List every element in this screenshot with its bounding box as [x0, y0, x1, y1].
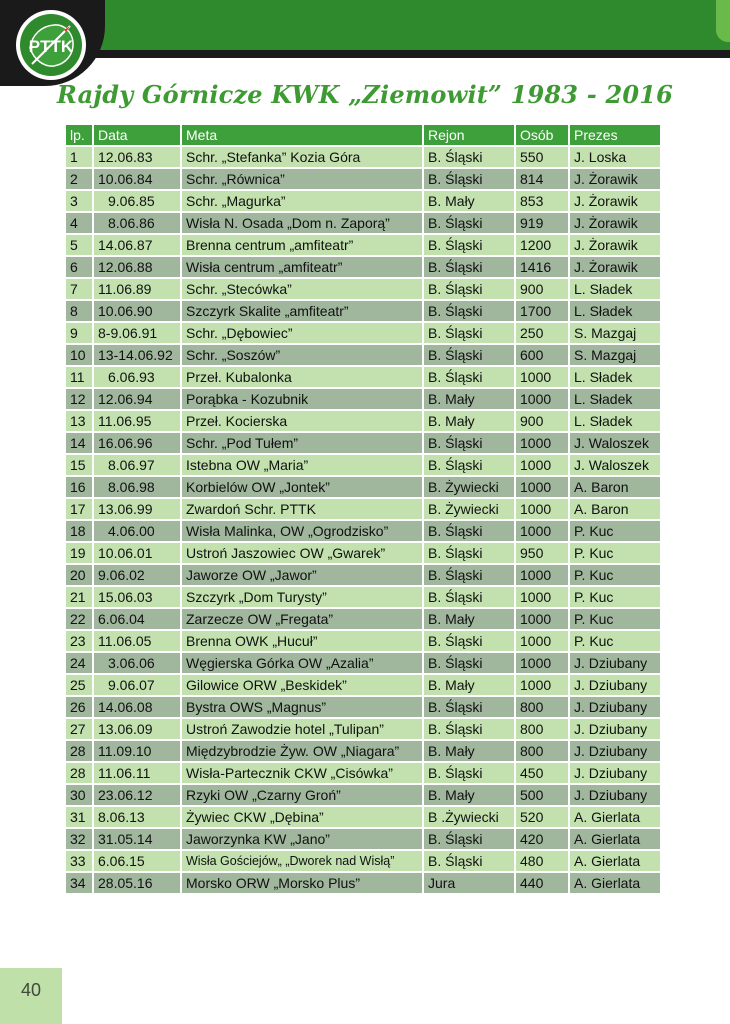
cell-meta: Ustroń Jaszowiec OW „Gwarek” [182, 543, 422, 563]
cell-prezes: L. Sładek [570, 411, 660, 431]
cell-rejon: B. Śląski [424, 455, 514, 475]
cell-lp: 23 [66, 631, 92, 651]
table-row [66, 741, 660, 761]
table-row [66, 785, 660, 805]
cell-data: 14.06.08 [94, 697, 180, 717]
cell-rejon: B. Śląski [424, 587, 514, 607]
cell-lp: 32 [66, 829, 92, 849]
cell-lp: 4 [66, 213, 92, 233]
table-row [66, 807, 660, 827]
cell-osob: 1000 [516, 609, 568, 629]
cell-data: 13.06.09 [94, 719, 180, 739]
table-header-row [66, 125, 660, 145]
cell-lp: 25 [66, 675, 92, 695]
cell-data: 8.06.86 [94, 213, 180, 233]
table-row [66, 323, 660, 343]
cell-meta: Gilowice ORW „Beskidek” [182, 675, 422, 695]
cell-osob: 1700 [516, 301, 568, 321]
cell-data: 9.06.07 [94, 675, 180, 695]
cell-rejon: B. Mały [424, 741, 514, 761]
table-row [66, 257, 660, 277]
table-row [66, 543, 660, 563]
cell-prezes: P. Kuc [570, 521, 660, 541]
cell-osob: 500 [516, 785, 568, 805]
cell-lp: 30 [66, 785, 92, 805]
cell-lp: 24 [66, 653, 92, 673]
cell-meta: Jaworzynka KW „Jano” [182, 829, 422, 849]
cell-osob: 900 [516, 411, 568, 431]
cell-prezes: L. Sładek [570, 367, 660, 387]
cell-data: 8-9.06.91 [94, 323, 180, 343]
table-row [66, 719, 660, 739]
table-row [66, 499, 660, 519]
cell-rejon: B. Śląski [424, 257, 514, 277]
cell-rejon: B. Śląski [424, 565, 514, 585]
table-row [66, 851, 660, 871]
page-number: 40 [20, 980, 42, 1000]
cell-meta: Korbielów OW „Jontek” [182, 477, 422, 497]
cell-lp: 15 [66, 455, 92, 475]
cell-data: 11.09.10 [94, 741, 180, 761]
cell-lp: 3 [66, 191, 92, 211]
table-row [66, 411, 660, 431]
cell-rejon: B. Śląski [424, 763, 514, 783]
cell-meta: Wisła Malinka, OW „Ogrodzisko” [182, 521, 422, 541]
cell-osob: 1000 [516, 521, 568, 541]
cell-rejon: B. Śląski [424, 147, 514, 167]
cell-rejon: Jura [424, 873, 514, 893]
table-row [66, 587, 660, 607]
column-header-lp: lp. [66, 125, 92, 145]
cell-osob: 1000 [516, 455, 568, 475]
cell-lp: 6 [66, 257, 92, 277]
cell-data: 11.06.11 [94, 763, 180, 783]
cell-data: 14.06.87 [94, 235, 180, 255]
cell-rejon: B. Śląski [424, 697, 514, 717]
cell-rejon: B. Śląski [424, 851, 514, 871]
cell-rejon: B. Śląski [424, 719, 514, 739]
cell-osob: 800 [516, 741, 568, 761]
cell-data: 23.06.12 [94, 785, 180, 805]
table-row [66, 455, 660, 475]
cell-prezes: J. Żorawik [570, 235, 660, 255]
table-body [66, 147, 660, 893]
cell-data: 10.06.84 [94, 169, 180, 189]
cell-data: 11.06.89 [94, 279, 180, 299]
cell-data: 12.06.83 [94, 147, 180, 167]
cell-rejon: B. Śląski [424, 543, 514, 563]
cell-prezes: A. Gierlata [570, 807, 660, 827]
cell-meta: Schr. „Stecówka” [182, 279, 422, 299]
cell-meta: Węgierska Górka OW „Azalia” [182, 653, 422, 673]
cell-data: 12.06.94 [94, 389, 180, 409]
cell-osob: 420 [516, 829, 568, 849]
cell-lp: 33 [66, 851, 92, 871]
cell-rejon: B. Śląski [424, 213, 514, 233]
cell-lp: 13 [66, 411, 92, 431]
cell-rejon: B. Śląski [424, 367, 514, 387]
cell-osob: 480 [516, 851, 568, 871]
cell-osob: 814 [516, 169, 568, 189]
cell-prezes: S. Mazgaj [570, 345, 660, 365]
cell-lp: 28 [66, 763, 92, 783]
table-row [66, 829, 660, 849]
column-header-rejon: Rejon [424, 125, 514, 145]
cell-rejon: B. Śląski [424, 653, 514, 673]
logo-backdrop [0, 0, 105, 86]
table-row [66, 279, 660, 299]
cell-prezes: J. Żorawik [570, 169, 660, 189]
table-row [66, 477, 660, 497]
cell-osob: 520 [516, 807, 568, 827]
cell-prezes: J. Dziubany [570, 653, 660, 673]
cell-rejon: B. Śląski [424, 235, 514, 255]
cell-prezes: J. Żorawik [570, 191, 660, 211]
cell-lp: 27 [66, 719, 92, 739]
cell-prezes: J. Waloszek [570, 433, 660, 453]
cell-rejon: B. Mały [424, 785, 514, 805]
cell-meta: Schr. „Pod Tułem” [182, 433, 422, 453]
cell-osob: 440 [516, 873, 568, 893]
cell-data: 10.06.01 [94, 543, 180, 563]
cell-lp: 28 [66, 741, 92, 761]
cell-prezes: P. Kuc [570, 631, 660, 651]
cell-rejon: B. Śląski [424, 433, 514, 453]
table-row [66, 521, 660, 541]
cell-data: 13-14.06.92 [94, 345, 180, 365]
cell-prezes: P. Kuc [570, 587, 660, 607]
cell-meta: Przeł. Kocierska [182, 411, 422, 431]
cell-prezes: J. Dziubany [570, 785, 660, 805]
cell-osob: 550 [516, 147, 568, 167]
table-row [66, 235, 660, 255]
cell-meta: Żywiec CKW „Dębina” [182, 807, 422, 827]
cell-prezes: J. Dziubany [570, 719, 660, 739]
cell-osob: 1000 [516, 587, 568, 607]
cell-osob: 800 [516, 719, 568, 739]
cell-rejon: B. Śląski [424, 169, 514, 189]
cell-meta: Morsko ORW „Morsko Plus” [182, 873, 422, 893]
cell-data: 13.06.99 [94, 499, 180, 519]
cell-prezes: J. Loska [570, 147, 660, 167]
header-bar [0, 0, 730, 50]
cell-rejon: B. Żywiecki [424, 477, 514, 497]
cell-lp: 19 [66, 543, 92, 563]
cell-rejon: B. Żywiecki [424, 499, 514, 519]
cell-lp: 31 [66, 807, 92, 827]
cell-meta: Schr. „Równica” [182, 169, 422, 189]
cell-meta: Bystra OWS „Magnus” [182, 697, 422, 717]
cell-osob: 1000 [516, 499, 568, 519]
cell-prezes: L. Sładek [570, 389, 660, 409]
cell-data: 6.06.15 [94, 851, 180, 871]
cell-osob: 1000 [516, 389, 568, 409]
cell-osob: 450 [516, 763, 568, 783]
cell-data: 4.06.00 [94, 521, 180, 541]
cell-data: 11.06.05 [94, 631, 180, 651]
table-row [66, 147, 660, 167]
cell-rejon: B. Mały [424, 675, 514, 695]
cell-osob: 800 [516, 697, 568, 717]
cell-meta: Schr. „Magurka” [182, 191, 422, 211]
column-header-osob: Osób [516, 125, 568, 145]
column-header-meta: Meta [182, 125, 422, 145]
table-row [66, 367, 660, 387]
cell-prezes: P. Kuc [570, 565, 660, 585]
cell-lp: 16 [66, 477, 92, 497]
cell-rejon: B. Śląski [424, 279, 514, 299]
cell-lp: 9 [66, 323, 92, 343]
cell-meta: Istebna OW „Maria” [182, 455, 422, 475]
cell-meta: Porąbka - Kozubnik [182, 389, 422, 409]
cell-meta: Zwardoń Schr. PTTK [182, 499, 422, 519]
table-row [66, 609, 660, 629]
table-row [66, 653, 660, 673]
cell-osob: 1000 [516, 675, 568, 695]
cell-rejon: B. Mały [424, 191, 514, 211]
cell-data: 28.05.16 [94, 873, 180, 893]
cell-osob: 1000 [516, 433, 568, 453]
cell-data: 9.06.85 [94, 191, 180, 211]
cell-osob: 1000 [516, 565, 568, 585]
cell-osob: 853 [516, 191, 568, 211]
cell-data: 11.06.95 [94, 411, 180, 431]
cell-data: 8.06.98 [94, 477, 180, 497]
table-row [66, 389, 660, 409]
cell-prezes: A. Baron [570, 477, 660, 497]
table-row [66, 213, 660, 233]
cell-meta: Ustroń Zawodzie hotel „Tulipan” [182, 719, 422, 739]
cell-osob: 1416 [516, 257, 568, 277]
cell-lp: 18 [66, 521, 92, 541]
cell-lp: 11 [66, 367, 92, 387]
table-row [66, 169, 660, 189]
pttk-logo-icon [14, 8, 88, 82]
cell-osob: 1000 [516, 631, 568, 651]
cell-data: 10.06.90 [94, 301, 180, 321]
cell-data: 6.06.93 [94, 367, 180, 387]
cell-rejon: B. Śląski [424, 323, 514, 343]
cell-rejon: B. Mały [424, 609, 514, 629]
cell-meta: Schr. „Stefanka” Kozia Góra [182, 147, 422, 167]
cell-osob: 250 [516, 323, 568, 343]
table-row [66, 191, 660, 211]
cell-prezes: L. Sładek [570, 301, 660, 321]
cell-rejon: B. Śląski [424, 829, 514, 849]
cell-lp: 22 [66, 609, 92, 629]
cell-rejon: B. Śląski [424, 345, 514, 365]
cell-prezes: S. Mazgaj [570, 323, 660, 343]
table-row [66, 301, 660, 321]
cell-prezes: P. Kuc [570, 543, 660, 563]
cell-lp: 12 [66, 389, 92, 409]
cell-prezes: J. Waloszek [570, 455, 660, 475]
cell-rejon: B .Żywiecki [424, 807, 514, 827]
cell-data: 15.06.03 [94, 587, 180, 607]
cell-osob: 900 [516, 279, 568, 299]
cell-data: 31.05.14 [94, 829, 180, 849]
cell-lp: 10 [66, 345, 92, 365]
cell-prezes: J. Żorawik [570, 257, 660, 277]
table-row [66, 873, 660, 893]
cell-prezes: A. Baron [570, 499, 660, 519]
cell-prezes: A. Gierlata [570, 873, 660, 893]
cell-lp: 34 [66, 873, 92, 893]
cell-data: 8.06.13 [94, 807, 180, 827]
cell-rejon: B. Mały [424, 389, 514, 409]
cell-lp: 14 [66, 433, 92, 453]
cell-prezes: J. Dziubany [570, 697, 660, 717]
cell-rejon: B. Śląski [424, 631, 514, 651]
cell-data: 12.06.88 [94, 257, 180, 277]
cell-prezes: L. Sładek [570, 279, 660, 299]
cell-meta: Zarzecze OW „Fregata” [182, 609, 422, 629]
cell-data: 6.06.04 [94, 609, 180, 629]
table-row [66, 631, 660, 651]
cell-osob: 1000 [516, 653, 568, 673]
cell-lp: 20 [66, 565, 92, 585]
cell-lp: 1 [66, 147, 92, 167]
cell-prezes: J. Dziubany [570, 763, 660, 783]
column-header-prezes: Prezes [570, 125, 660, 145]
cell-meta: Wisła centrum „amfiteatr” [182, 257, 422, 277]
cell-lp: 8 [66, 301, 92, 321]
header-dark-stripe [0, 50, 730, 58]
cell-lp: 26 [66, 697, 92, 717]
page-title: Rajdy Górnicze KWK „Ziemowit” 1983 - 2016 [56, 80, 674, 109]
column-header-data: Data [94, 125, 180, 145]
cell-data: 3.06.06 [94, 653, 180, 673]
table-row [66, 675, 660, 695]
cell-meta: Schr. „Soszów” [182, 345, 422, 365]
table-row [66, 763, 660, 783]
cell-lp: 2 [66, 169, 92, 189]
cell-meta: Przeł. Kubalonka [182, 367, 422, 387]
cell-lp: 7 [66, 279, 92, 299]
cell-data: 8.06.97 [94, 455, 180, 475]
table-row [66, 697, 660, 717]
cell-lp: 21 [66, 587, 92, 607]
cell-meta: Brenna OWK „Hucuł” [182, 631, 422, 651]
cell-rejon: B. Śląski [424, 301, 514, 321]
cell-osob: 919 [516, 213, 568, 233]
cell-prezes: J. Żorawik [570, 213, 660, 233]
cell-lp: 17 [66, 499, 92, 519]
cell-prezes: A. Gierlata [570, 829, 660, 849]
cell-osob: 600 [516, 345, 568, 365]
cell-lp: 5 [66, 235, 92, 255]
table-row [66, 565, 660, 585]
cell-meta: Wisła-Partecznik CKW „Cisówka” [182, 763, 422, 783]
cell-osob: 1000 [516, 367, 568, 387]
cell-prezes: P. Kuc [570, 609, 660, 629]
cell-meta: Międzybrodzie Żyw. OW „Niagara” [182, 741, 422, 761]
cell-data: 16.06.96 [94, 433, 180, 453]
cell-prezes: J. Dziubany [570, 741, 660, 761]
cell-rejon: B. Mały [424, 411, 514, 431]
cell-meta: Rzyki OW „Czarny Groń” [182, 785, 422, 805]
cell-osob: 1200 [516, 235, 568, 255]
cell-prezes: A. Gierlata [570, 851, 660, 871]
cell-meta: Szczyrk „Dom Turysty” [182, 587, 422, 607]
logo-text: PTTK [28, 37, 74, 56]
cell-meta: Wisła N. Osada „Dom n. Zaporą” [182, 213, 422, 233]
cell-meta: Wisła Gościejów„ „Dworek nad Wisłą” [182, 851, 422, 871]
cell-data: 9.06.02 [94, 565, 180, 585]
table-row [66, 433, 660, 453]
cell-meta: Szczyrk Skalite „amfiteatr” [182, 301, 422, 321]
cell-osob: 950 [516, 543, 568, 563]
table-row [66, 345, 660, 365]
cell-prezes: J. Dziubany [570, 675, 660, 695]
cell-meta: Jaworze OW „Jawor” [182, 565, 422, 585]
cell-osob: 1000 [516, 477, 568, 497]
cell-meta: Brenna centrum „amfiteatr” [182, 235, 422, 255]
cell-meta: Schr. „Dębowiec” [182, 323, 422, 343]
header-corner-accent [716, 0, 730, 42]
rallies-table [64, 123, 662, 895]
cell-rejon: B. Śląski [424, 521, 514, 541]
